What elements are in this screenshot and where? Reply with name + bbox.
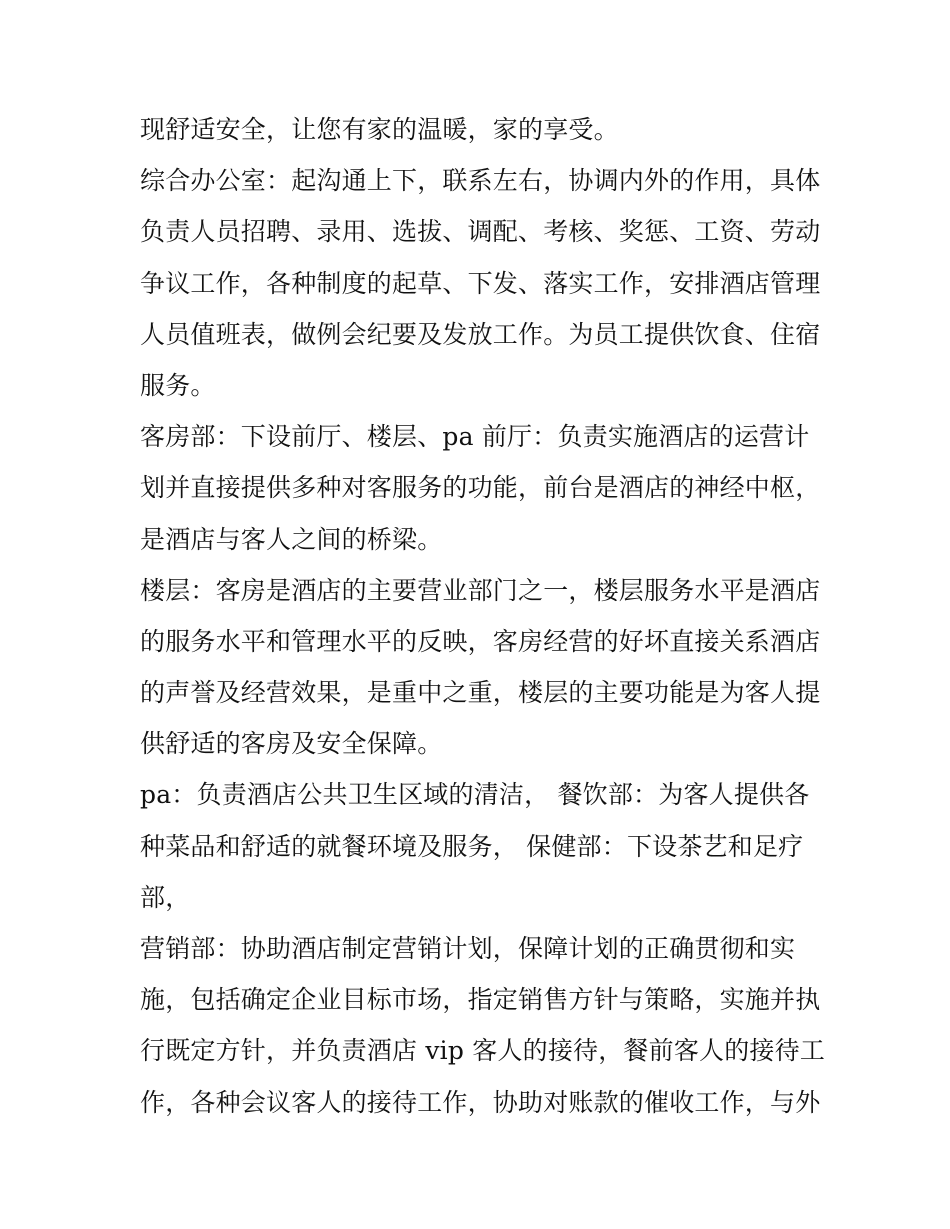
text-line: pa：负责酒店公共卫生区域的清洁， 餐饮部：为客人提供各 <box>140 780 810 810</box>
text-line: 综合办公室：起沟通上下，联系左右，协调内外的作用，具体 <box>140 166 821 196</box>
document-body <box>140 104 826 1128</box>
text-line: 负责人员招聘、录用、选拔、调配、考核、奖惩、工资、劳动 <box>140 217 821 247</box>
text-line: 部， <box>140 882 191 912</box>
text-line: 的服务水平和管理水平的反映，客房经营的好坏直接关系酒店 <box>140 626 821 656</box>
text-line: 现舒适安全，让您有家的温暖，家的享受。 <box>140 115 619 144</box>
text-line: 的声誉及经营效果，是重中之重，楼层的主要功能是为客人提 <box>140 678 821 708</box>
text-line: 营销部：协助酒店制定营销计划，保障计划的正确贯彻和实 <box>140 934 796 963</box>
text-line: 划并直接提供多种对客服务的功能，前台是酒店的神经中枢， <box>140 473 821 503</box>
text-line: 行既定方针，并负责酒店 vip 客人的接待，餐前客人的接待工 <box>140 1036 826 1066</box>
text-line: 是酒店与客人之间的桥梁。 <box>140 524 443 554</box>
text-line: 供舒适的客房及安全保障。 <box>140 729 443 759</box>
text-line: 种菜品和舒适的就餐环境及服务， 保健部：下设茶艺和足疗 <box>140 831 804 861</box>
text-line: 施，包括确定企业目标市场，指定销售方针与策略，实施并执 <box>140 985 821 1015</box>
text-line: 人员值班表，做例会纪要及发放工作。为员工提供饮食、住宿 <box>140 319 821 349</box>
text-line: 争议工作，各种制度的起草、下发、落实工作，安排酒店管理 <box>140 268 821 298</box>
text-line: 楼层：客房是酒店的主要营业部门之一，楼层服务水平是酒店 <box>140 575 821 605</box>
text-line: 作，各种会议客人的接待工作，协助对账款的催收工作，与外 <box>140 1087 821 1117</box>
text-line: 服务。 <box>140 370 216 400</box>
text-line: 客房部：下设前厅、楼层、pa 前厅：负责实施酒店的运营计 <box>140 422 810 452</box>
